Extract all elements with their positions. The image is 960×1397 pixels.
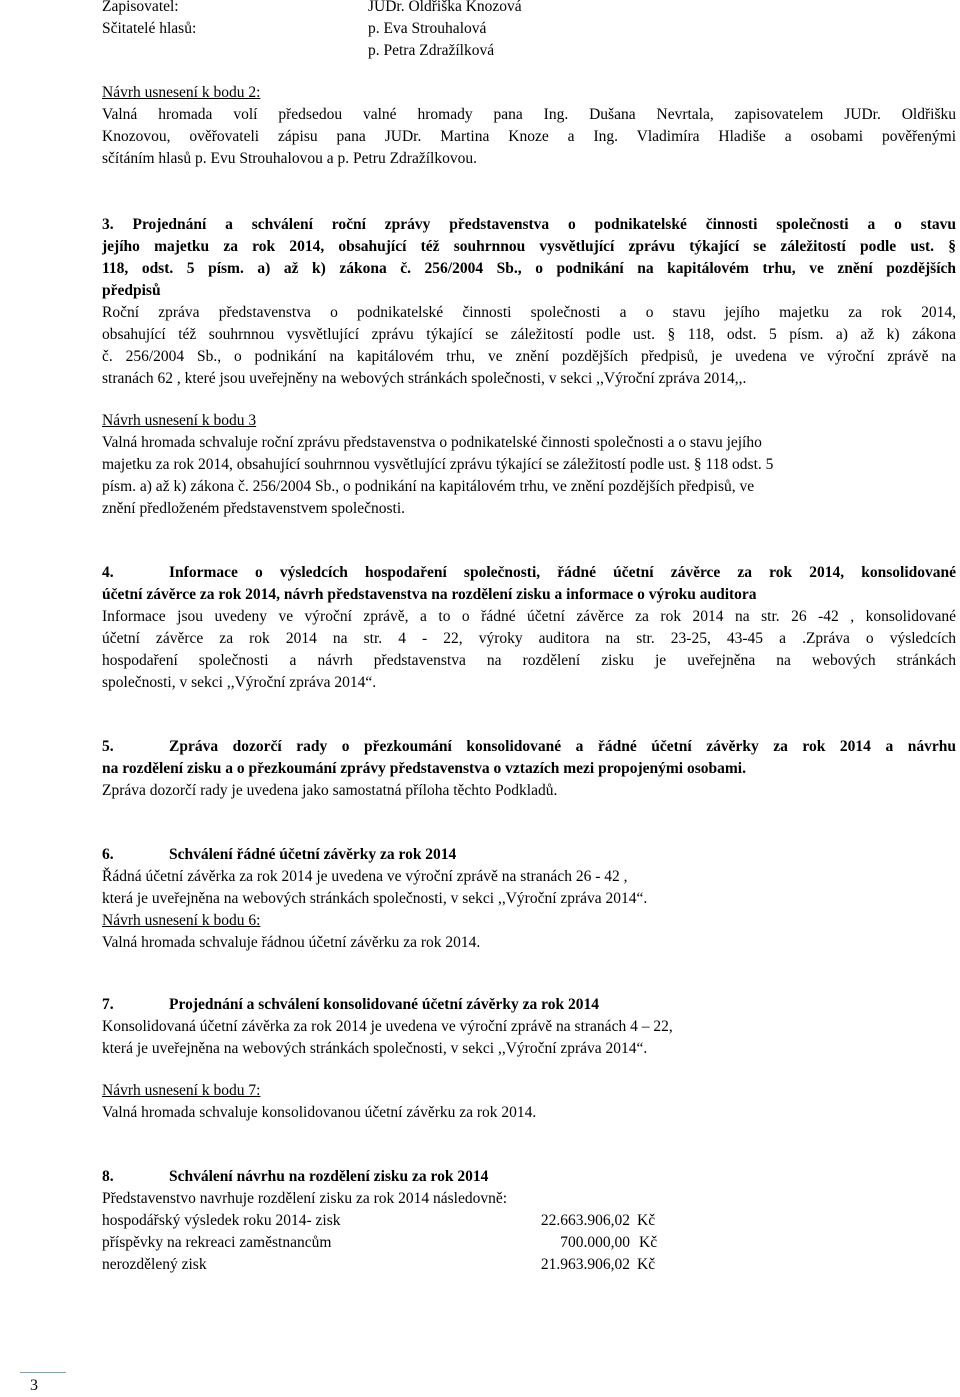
section-3-heading-line: předpisů (102, 282, 161, 299)
resolution-3-line: majetku za rok 2014, obsahující souhrnnou vysvětlující zprávu týkající se záležitostí podle ust. § 118 odst. 5 (102, 456, 774, 473)
profit-table-label: příspěvky na rekreaci zaměstnancům (102, 1234, 332, 1251)
resolution-6-title: Návrh usnesení k bodu 6: (102, 912, 261, 929)
resolution-7-text: Valná hromada schvaluje konsolidovanou účetní závěrku za rok 2014. (102, 1104, 537, 1121)
counter-name-2: p. Petra Zdražílková (368, 42, 495, 59)
resolution-3-title: Návrh usnesení k bodu 3 (102, 412, 257, 429)
resolution-2-line: Knozovou, ověřovateli zápisu pana JUDr. Martina Knoze a Ing. Vladimíra Hladiše a osobami pověřenými (102, 128, 956, 145)
section-6-body-line: která je uveřejněna na webových stránkách společnosti, v sekci ,,Výroční zpráva 2014“. (102, 890, 648, 907)
resolution-3-line: písm. a) až k) zákona č. 256/2004 Sb., o podnikání na kapitálovém trhu, ve znění pozdějších předpisů, ve (102, 478, 755, 495)
resolution-2-line: Valná hromada volí předsedou valné hromady pana Ing. Dušana Nevrtala, zapisovatelem JUDr. Oldřišku (102, 106, 956, 123)
footer-divider (20, 1372, 66, 1373)
section-8-number: 8. (102, 1168, 114, 1185)
profit-table-value: 700.000,00 (560, 1234, 630, 1251)
counter-name-1: p. Eva Strouhalová (368, 20, 487, 37)
section-7 (102, 994, 956, 1060)
section-8-heading-text: Schválení návrhu na rozdělení zisku za rok 2014 (169, 1168, 489, 1185)
section-7-heading-text: Projednání a schválení konsolidované účetní závěrky za rok 2014 (169, 996, 600, 1013)
profit-table-currency: Kč (637, 1256, 656, 1273)
section-5-number: 5. (102, 738, 114, 755)
profit-table-value: 21.963.906,02 (540, 1256, 630, 1273)
section-4-body-line: společnosti, v sekci ,,Výroční zpráva 2014“. (102, 674, 377, 691)
resolution-7-title: Návrh usnesení k bodu 7: (102, 1082, 261, 1099)
section-3-body-line: č. 256/2004 Sb., o podnikání na kapitálovém trhu, ve znění pozdějších předpisů, je uvedena ve výroční zprávě na (102, 348, 956, 365)
section-7-heading (102, 994, 956, 1016)
section-8-intro: Představenstvo navrhuje rozdělení zisku za rok 2014 následovně: (102, 1190, 508, 1207)
section-4-number: 4. (102, 564, 114, 581)
resolution-7 (102, 1080, 956, 1124)
section-6-heading-text: Schválení řádné účetní závěrky za rok 2014 (169, 846, 457, 863)
section-3 (102, 214, 956, 390)
section-6-number: 6. (102, 846, 114, 863)
counters-label: Sčitatelé hlasů: (102, 20, 197, 37)
section-8 (102, 1166, 956, 1210)
section-4-heading-first (102, 562, 956, 584)
section-6 (102, 844, 956, 954)
page-number: 3 (30, 1377, 38, 1394)
resolution-3-line: Valná hromada schvaluje roční zprávu představenstva o podnikatelské činnosti společnosti a o stavu jejího (102, 434, 762, 451)
resolution-6-text: Valná hromada schvaluje řádnou účetní závěrku za rok 2014. (102, 934, 481, 951)
section-6-body-line: Řádná účetní závěrka za rok 2014 je uvedena ve výroční zprávě na stranách 26 - 42 , (102, 868, 628, 885)
section-5-heading-first (102, 736, 956, 758)
section-3-body-line: Roční zpráva představenstva o podnikatelské činnosti společnosti a o stavu jejího majetku za rok 2014, (102, 304, 956, 321)
section-7-body-line: která je uveřejněna na webových stránkách společnosti, v sekci ,,Výroční zpráva 2014“. (102, 1040, 648, 1057)
section-3-body-line: stranách 62 , které jsou uveřejněny na webových stránkách společnosti, v sekci ,,Výroční zpráva 2014,,. (102, 370, 747, 387)
section-5-heading-second: na rozdělení zisku a o přezkoumání zprávy představenstva o vztazích mezi propojenými osobami. (102, 760, 746, 777)
section-5-heading-text: Zpráva dozorčí rady o přezkoumání konsolidované a řádné účetní závěrky za rok 2014 a návrhu (169, 738, 956, 755)
resolution-2 (102, 82, 956, 170)
profit-table-value: 22.663.906,02 (540, 1212, 630, 1229)
section-3-heading-line: jejího majetku za rok 2014, obsahující též souhrnnou vysvětlující zprávu týkající se záležitostí podle ust. § (102, 238, 956, 255)
section-3-heading-line: 118, odst. 5 písm. a) až k) zákona č. 256/2004 Sb., o podnikání na kapitálovém trhu, ve znění pozdějších (102, 260, 956, 277)
resolution-2-line: sčítáním hlasů p. Evu Strouhalovou a p. Petru Zdražílkovou. (102, 150, 477, 167)
profit-table-currency: Kč (639, 1234, 658, 1251)
section-3-heading-line: 3. Projednání a schválení roční zprávy představenstva o podnikatelské činnosti společnosti a o stavu (102, 216, 956, 233)
section-5 (102, 736, 956, 802)
profit-table-currency: Kč (637, 1212, 656, 1229)
recorder-label: Zapisovatel: (102, 0, 179, 15)
recorder-name: JUDr. Oldřiška Knozová (368, 0, 522, 15)
section-4-heading-second: účetní závěrce za rok 2014, návrh představenstva na rozdělení zisku a informace o výroku auditora (102, 586, 757, 603)
section-4-body-line: Informace jsou uvedeny ve výroční zprávě, a to o řádné účetní závěrce za rok 2014 na str. 26 -42 , konsolidované (102, 608, 956, 625)
section-8-heading (102, 1166, 956, 1188)
profit-table-label: nerozdělený zisk (102, 1256, 207, 1273)
resolution-3-line: znění předloženém představenstvem společnosti. (102, 500, 406, 517)
resolution-2-title: Návrh usnesení k bodu 2: (102, 84, 261, 101)
section-3-body-line: obsahující též souhrnnou vysvětlující zprávu týkající se záležitostí podle ust. § 118, odst. 5 písm. a) až k) zákona (102, 326, 956, 343)
profit-table-label: hospodářský výsledek roku 2014- zisk (102, 1212, 341, 1229)
section-4-heading-text: Informace o výsledcích hospodaření společnosti, řádné účetní závěrce za rok 2014, konsolidované (169, 564, 956, 581)
section-4-body-line: hospodaření společnosti a návrh představenstva na rozdělení zisku je uveřejněna na webových stránkách (102, 652, 956, 669)
section-5-body: Zpráva dozorčí rady je uvedena jako samostatná příloha těchto Podkladů. (102, 782, 558, 799)
section-7-body-line: Konsolidovaná účetní závěrka za rok 2014 je uvedena ve výroční zprávě na stranách 4 – 22, (102, 1018, 673, 1035)
section-4 (102, 562, 956, 694)
section-6-heading (102, 844, 956, 866)
resolution-3 (102, 410, 956, 520)
section-4-body-line: účetní závěrce za rok 2014 na str. 4 - 22, výroky auditora na str. 23-25, 43-45 a .Zpráva o výsledcích (102, 630, 956, 647)
section-7-number: 7. (102, 996, 114, 1013)
